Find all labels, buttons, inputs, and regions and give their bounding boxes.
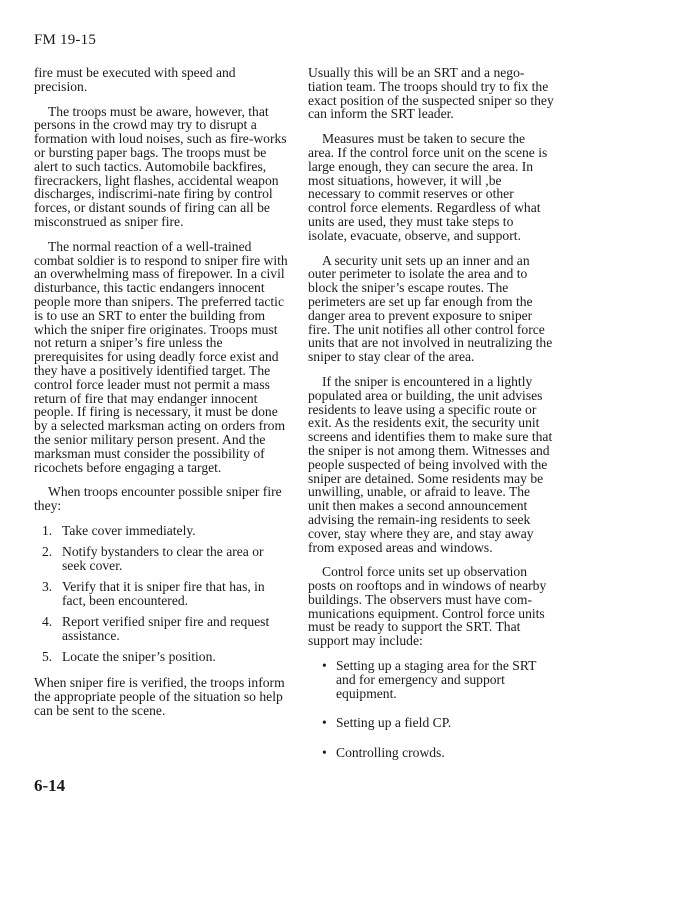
support-list bbox=[308, 659, 554, 760]
step-text: Verify that it is sniper fire that has, in fact, been encountered. bbox=[62, 579, 265, 609]
bullet-icon: • bbox=[322, 658, 327, 674]
left-paragraph-1: fire must be executed with speed and precision. bbox=[34, 65, 236, 94]
right-paragraph-3: A security unit sets up an inner and an outer perimeter to isolate the area and to block the sniper’s escape routes. The perimeters are set up far enough from the danger area to prevent exposure to sniper fire. The unit notifies all other control force units that are not involved in neutralizing the sniper to stay clear of the area. bbox=[308, 252, 553, 365]
bullet-text: Setting up a staging area for the SRT and for emergency and support equipment. bbox=[336, 658, 537, 701]
step-number: 2. bbox=[42, 544, 53, 560]
manual-id: FM 19-15 bbox=[34, 32, 97, 48]
right-paragraph-1: Usually this will be an SRT and a nego-tiation team. The troops should try to fix the exact position of the suspected sniper so they can inform the SRT leader. bbox=[308, 65, 554, 122]
step-number: 4. bbox=[42, 614, 53, 630]
step-text: Take cover immediately. bbox=[62, 522, 196, 538]
list-item bbox=[34, 615, 288, 643]
list-item bbox=[308, 716, 554, 730]
bullet-text: Controlling crowds. bbox=[336, 745, 445, 761]
list-item bbox=[34, 650, 288, 664]
step-text: Notify bystanders to clear the area or seek cover. bbox=[62, 544, 264, 573]
response-steps-list bbox=[34, 524, 288, 664]
list-item bbox=[34, 545, 288, 573]
list-item bbox=[34, 580, 288, 608]
left-paragraph-4: When troops encounter possible sniper fire they: bbox=[34, 484, 282, 514]
step-text: Locate the sniper’s position. bbox=[62, 649, 216, 665]
step-number: 5. bbox=[42, 649, 53, 665]
list-item bbox=[308, 746, 554, 760]
right-paragraph-4: If the sniper is encountered in a lightly populated area or building, the unit advises residents to leave using a specific route or exit. As the residents exit, the security unit screens and identifies them to make sure that the sniper is not among them. Witnesses and people suspected of being involved with the sniper are detained. Some residents may be unwilling, unable, or afraid to leave. The unit then makes a second announcement advising the remain-ing residents to seek cover, stay where they are, and stay away from exposed areas and windows. bbox=[308, 373, 553, 555]
page-number: 6-14 bbox=[34, 776, 66, 795]
bullet-icon: • bbox=[322, 745, 327, 761]
step-number: 1. bbox=[42, 522, 53, 538]
bullet-icon: • bbox=[322, 715, 327, 731]
step-number: 3. bbox=[42, 579, 53, 595]
right-column bbox=[308, 66, 554, 776]
left-column bbox=[34, 66, 288, 729]
right-paragraph-5: Control force units set up observation posts on rooftops and in windows of nearby buildings. The observers must have com-munications equipment. Control force units must be ready to support the SRT. That support may include: bbox=[308, 564, 547, 649]
left-paragraph-5: When sniper fire is verified, the troops inform the appropriate people of the situation so help can be sent to the scene. bbox=[34, 675, 285, 718]
left-paragraph-3: The normal reaction of a well-trained combat soldier is to respond to sniper fire with an overwhelming mass of firepower. In a civil disturbance, this tactic endangers innocent people more than snipers. The preferred tactic is to use an SRT to enter the building from which the sniper fire originates. Troops must not return a sniper’s fire unless the prerequisites for using deadly force exist and they have a positively identified target. The control force leader must not permit a mass return of fire that may endanger innocent people. If firing is necessary, it must be done by a selected marksman acting on orders from the senior military person present. And the marksman must consider the possibility of ricochets before engaging a target. bbox=[34, 238, 288, 475]
list-item bbox=[34, 524, 288, 538]
step-text: Report verified sniper fire and request assistance. bbox=[62, 614, 270, 644]
bullet-text: Setting up a field CP. bbox=[336, 715, 452, 731]
right-paragraph-2: Measures must be taken to secure the area. If the control force unit on the scene is large enough, they can secure the area. In most situations, however, it will ,be necessary to commit reserves or other control force elements. Regardless of what units are used, they must take steps to isolate, evacuate, observe, and support. bbox=[308, 131, 548, 243]
left-paragraph-2: The troops must be aware, however, that persons in the crowd may try to disrupt a formation with loud noises, such as fire-works or bursting paper bags. The troops must be alert to such tactics. Automobile backfires, firecrackers, light flashes, accidental weapon discharges, indiscrimi-nate firing by control forces, or distant sounds of firing can all be misconstrued as sniper fire. bbox=[34, 103, 287, 229]
list-item bbox=[308, 659, 554, 700]
